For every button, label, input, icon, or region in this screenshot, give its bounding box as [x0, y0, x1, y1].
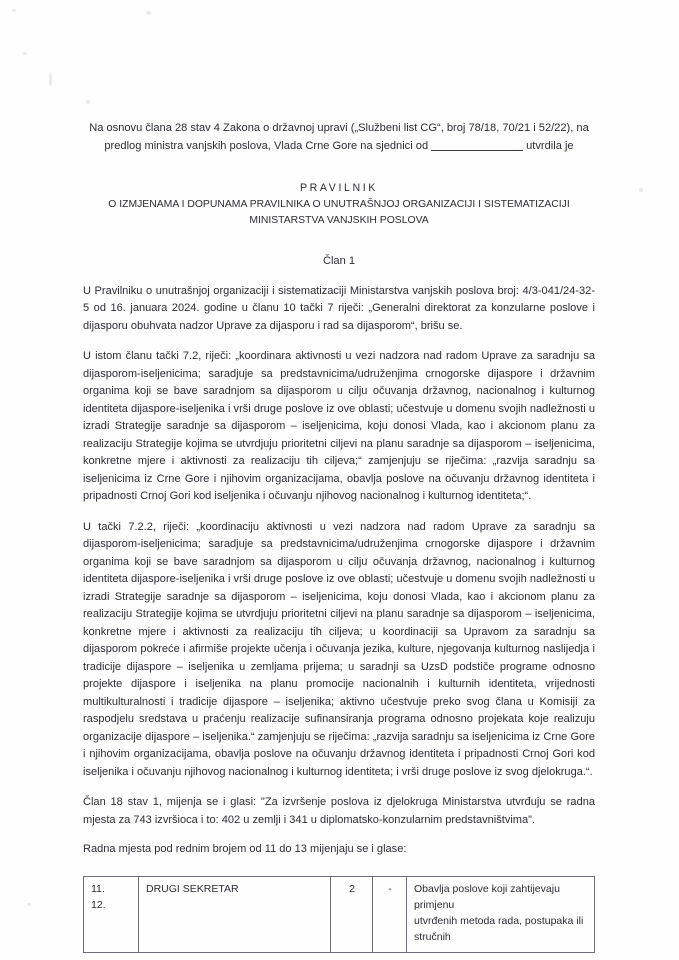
scan-speck: [27, 903, 31, 906]
paragraph-5: Radna mjesta pod rednim brojem od 11 do 13 mijenjaju se i glase:: [83, 843, 407, 856]
document-title-sub-line-2: MINISTARSTVA VANJSKIH POSLOVA: [249, 214, 429, 226]
description-line-1: Obavlja poslove koji zahtijevaju primjenu: [414, 882, 560, 911]
paragraph-2: U istom članu tački 7.2, riječi: „koordinara aktivnosti u vezi nadzora nad radom Uprave za saradnju sa dijasporom-iseljenicima; saradjuje sa predstavnicima/udruženjima crnogorske dijaspore i državnim organima koji se bave saradnjom sa dijasporom u cilju očuvanja državnog, nacionalnog i kulturnog identiteta dijaspore-iseljenika i vrši druge poslove iz ove oblasti; učestvuje u domenu svojih nadležnosti u izradi Strategije saradnje sa dijasporom – iseljenicima, koju donosi Vlada, kao i akcionom planu za realizaciju Strategije kojima se utvrdjuju prioritetni ciljevi na planu saradnje sa dijasporom – iseljenicima, konkretne mjere i aktivnosti za realizaciju tih ciljeva;“ zamjenjuju se riječima: „razvija saradnju sa iseljenicima iz Crne Gore i njihovim organizacijama, obavlja poslove na očuvanju državnog identiteta i pripadnosti Crnoj Gori kod iseljenika i očuvanju njihovog nacionalnog i kulturnog identiteta;“.: [83, 350, 595, 503]
paragraph-3: U tački 7.2.2, riječi: „koordinaciju aktivnosti u vezi nadzora nad radom Uprave za saradnju sa dijasporom-iseljenicima; saradjuje sa predstavnicima/udruženjima crnogorske dijaspore i državnim organima koji se bave saradnjom sa dijasporom u cilju očuvanja državnog, nacionalnog i kulturnog identiteta dijaspore-iseljenika i vrši druge poslove iz ove oblasti; učestvuje u domenu svojih nadležnosti u izradi Strategije saradnje sa dijasporom – iseljenicima, koju donosi Vlada, kao i akcionom planu za realizaciju Strategije kojima se utvrdjuju prioritetni ciljevi na planu saradnje sa dijasporom – iseljenicima, konkretne mjere i aktivnosti za realizaciju tih ciljeva; u koordinaciji sa Upravom za saradnju sa dijasporom pokreće i afirmiše projekte učenja i očuvanja jezika, kulture, njegovanja kulturnog naslijedja i tradicije dijaspore – iseljenika u zemljama prijema; u saradnji sa UzsD podstiče programe odnosno projekte dijaspore i iseljenika na planu promocije nacionalnih i kulturnih identiteta, vrijednosti multikulturalnosti i tradicije dijaspore – iseljenika; aktivno učestvuje preko svog člana u Komisiji za raspodjelu sredstava u praćenju realizacije sufinansiranja programa odnosno projekata koje realizuju organizacije dijaspore – iseljenika.“ zamjenjuju se riječima: „razvija saradnju sa iseljenicima iz Crne Gore i njihovim organizacijama, obavlja poslove na očuvanju državnog identiteta i pripadnosti Crnoj Gori kod iseljenika i očuvanju njihovog nacionalnog i kulturnog identiteta; i vrši druge poslove iz svog djelokruga.“.: [83, 520, 595, 778]
intro-line-2-before: na predlog ministra vanjskih poslova, Vlada Crne Gore na sjednici od: [104, 122, 589, 152]
ordinal-line-2: 12.: [91, 898, 106, 911]
scan-speck: [146, 11, 151, 15]
intro-paragraph: [83, 120, 595, 156]
scan-speck: [49, 72, 52, 86]
table-cell-count: 2: [331, 876, 373, 952]
table-cell-ordinal: [84, 876, 139, 952]
date-blank-field[interactable]: [431, 150, 523, 151]
table-cell-dash: -: [373, 876, 407, 952]
job-positions-table: [83, 876, 595, 953]
scan-speck: [639, 188, 643, 192]
intro-line-1: Na osnovu člana 28 stav 4 Zakona o državnoj upravi („Službeni list CG“, broj 78/18, 70/21 i 52/22),: [89, 122, 574, 134]
table-row: [84, 876, 595, 952]
article-heading: Član 1: [322, 254, 356, 267]
table-cell-position-title: DRUGI SEKRETAR: [139, 876, 331, 952]
scan-speck: [86, 100, 90, 104]
table-cell-description: [407, 876, 595, 952]
paragraph-1: U Pravilniku o unutrašnjoj organizaciji i sistematizaciji Ministarstva vanjskih poslova broj: 4/3-041/24-32-5 od 16. januara 2024. godine u članu 10 tački 7 riječi: „Generalni direktorat za konzularne poslove i dijasporu obuhvata nadzor Uprave za dijasporu i rad sa dijasporom“, brišu se.: [83, 284, 595, 332]
intro-line-2-after: utvrdila je: [526, 139, 574, 152]
scan-speck: [12, 9, 16, 12]
document-body: [83, 120, 595, 953]
document-title-sub-line-1: O IZMJENAMA I DOPUNAMA PRAVILNIKA O UNUTRAŠNJOJ ORGANIZACIJI I SISTEMATIZACIJI: [108, 198, 570, 210]
scan-speck: [23, 52, 27, 55]
document-title-block: [83, 182, 595, 229]
ordinal-line-1: 11.: [91, 882, 105, 895]
document-title-main: PRAVILNIK: [300, 181, 378, 194]
paragraph-4: Član 18 stav 1, mijenja se i glasi: "Za izvršenje poslova iz djelokruga Ministarstva utvrđuju se radna mjesta za 743 izvršioca i to: 402 u zemlji i 341 u diplomatsko-konzularnim predstavništvima".: [83, 796, 595, 826]
description-line-2: utvrđenih metoda rada, postupaka ili stručnih: [414, 915, 584, 944]
